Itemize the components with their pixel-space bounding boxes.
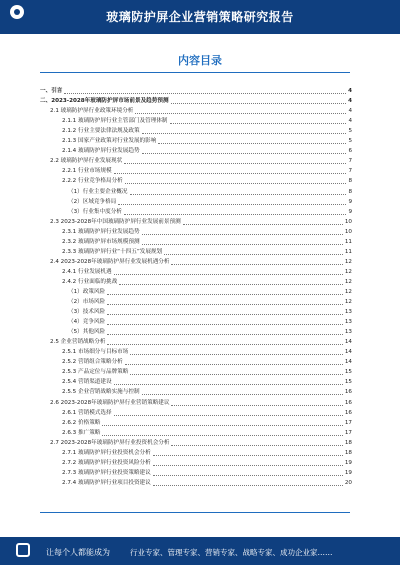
- toc-entry[interactable]: [40, 397, 352, 407]
- toc-leader-dots: [170, 123, 347, 124]
- toc-entry-page: 6: [348, 148, 352, 155]
- toc-entry-label: 2.3.1 玻璃防护屏行业发展趋势: [62, 228, 140, 235]
- toc-entry-page: 12: [344, 268, 352, 275]
- toc-leader-dots: [107, 294, 343, 295]
- toc-entry-page: 13: [344, 309, 352, 316]
- toc-entry[interactable]: [40, 217, 352, 227]
- toc-leader-dots: [142, 153, 347, 154]
- toc-leader-dots: [142, 234, 343, 235]
- toc-entry[interactable]: [40, 347, 352, 357]
- toc-entry[interactable]: [40, 357, 352, 367]
- toc-entry-page: 4: [348, 88, 352, 95]
- toc-entry-page: 4: [348, 118, 352, 125]
- toc-leader-dots: [142, 394, 343, 395]
- toc-leader-dots: [142, 133, 347, 134]
- toc-entry-page: 16: [344, 399, 352, 406]
- toc-entry-page: 11: [344, 238, 352, 245]
- toc-entry-label: 2.2.2 行业竞争格局分析: [62, 178, 123, 185]
- toc-entry[interactable]: [40, 408, 352, 418]
- toc-top-divider: [40, 72, 350, 73]
- toc-leader-dots: [153, 465, 343, 466]
- toc-leader-dots: [124, 214, 347, 215]
- toc-leader-dots: [135, 113, 346, 114]
- toc-entry-label: 2.5.2 营销组合策略分析: [62, 359, 123, 366]
- toc-entry[interactable]: [40, 197, 352, 207]
- toc-leader-dots: [183, 224, 343, 225]
- toc-entry-page: 14: [344, 359, 352, 366]
- toc-entry-page: 19: [344, 469, 352, 476]
- toc-entry-page: 8: [348, 188, 352, 195]
- toc-entry[interactable]: [40, 176, 352, 186]
- toc-entry[interactable]: [40, 448, 352, 458]
- toc-entry-page: 10: [344, 218, 352, 225]
- toc-entry-label: 2.1 玻璃防护屏行业政策环境分析: [50, 108, 134, 115]
- toc-entry-label: （1）行业主要企业概况: [68, 188, 128, 195]
- footer-tagline: 行业专家、管理专家、营销专家、战略专家、成功企业家……: [130, 548, 333, 557]
- toc-entry-label: （5）其他风险: [68, 329, 106, 336]
- toc-entry-label: 2.6.2 价格策略: [62, 419, 101, 426]
- toc-entry-page: 4: [348, 108, 352, 115]
- toc-entry-label: 2.4.1 行业发展机遇: [62, 268, 112, 275]
- toc-leader-dots: [125, 364, 343, 365]
- toc-entry[interactable]: [40, 297, 352, 307]
- toc-leader-dots: [130, 194, 347, 195]
- toc-leader-dots: [153, 485, 343, 486]
- toc-leader-dots: [107, 334, 343, 335]
- toc-entry[interactable]: [40, 186, 352, 196]
- toc-entry-page: 17: [344, 429, 352, 436]
- toc-entry-page: 18: [344, 439, 352, 446]
- toc-entry[interactable]: [40, 428, 352, 438]
- toc-bottom-divider: [40, 512, 350, 513]
- toc-leader-dots: [118, 204, 346, 205]
- toc-entry-label: 一、引言: [40, 88, 63, 95]
- footer-slogan: 让每个人都能成为: [46, 548, 110, 557]
- footer-logo-icon: [16, 543, 30, 557]
- toc-entry[interactable]: [40, 156, 352, 166]
- toc-entry[interactable]: [40, 377, 352, 387]
- toc-entry[interactable]: [40, 116, 352, 126]
- toc-leader-dots: [171, 445, 342, 446]
- toc-leader-dots: [124, 163, 346, 164]
- table-of-contents: [40, 86, 352, 488]
- toc-leader-dots: [164, 254, 343, 255]
- toc-entry[interactable]: [40, 478, 352, 488]
- toc-entry-page: 11: [344, 248, 352, 255]
- toc-entry-page: 15: [344, 379, 352, 386]
- toc-entry-label: 2.5.4 营销渠道建设: [62, 379, 112, 386]
- toc-entry-page: 9: [348, 198, 352, 205]
- toc-entry-label: 2.7.1 玻璃防护屏行业投资机会分析: [62, 449, 151, 456]
- toc-entry-page: 15: [344, 369, 352, 376]
- toc-leader-dots: [153, 455, 343, 456]
- toc-leader-dots: [107, 304, 343, 305]
- toc-entry-page: 17: [344, 419, 352, 426]
- toc-entry-label: 二、2023-2028年玻璃防护屏市场前景及趋势预测: [40, 98, 169, 105]
- toc-entry-page: 20: [344, 479, 352, 486]
- toc-entry-label: （2）市场风险: [68, 299, 106, 306]
- toc-leader-dots: [119, 284, 343, 285]
- toc-entry-page: 12: [344, 278, 352, 285]
- toc-entry-label: 2.6.1 营销模式选择: [62, 409, 112, 416]
- toc-entry-label: 2.6 2023-2028年玻璃防护屏行业营销策略建议: [50, 399, 170, 406]
- toc-leader-dots: [171, 103, 347, 104]
- toc-entry[interactable]: [40, 207, 352, 217]
- toc-entry[interactable]: [40, 267, 352, 277]
- toc-leader-dots: [107, 314, 343, 315]
- toc-entry-page: 9: [348, 208, 352, 215]
- toc-entry-label: 2.7.3 玻璃防护屏行业投资策略建议: [62, 469, 151, 476]
- toc-leader-dots: [171, 405, 342, 406]
- page-header: [0, 0, 400, 34]
- toc-entry[interactable]: [40, 146, 352, 156]
- toc-entry-label: （3）行业集中度分析: [68, 208, 122, 215]
- toc-leader-dots: [114, 173, 347, 174]
- toc-entry[interactable]: [40, 337, 352, 347]
- toc-entry-page: 7: [348, 168, 352, 175]
- toc-entry-label: 2.4.2 行业面临的挑战: [62, 278, 118, 285]
- toc-leader-dots: [114, 415, 343, 416]
- toc-leader-dots: [107, 344, 342, 345]
- toc-entry-label: （1）政策风险: [68, 288, 106, 295]
- toc-entry[interactable]: [40, 317, 352, 327]
- toc-entry[interactable]: [40, 166, 352, 176]
- toc-entry[interactable]: [40, 257, 352, 267]
- toc-entry-label: 2.3 2023-2028年中国玻璃防护屏行业发展前景预测: [50, 218, 181, 225]
- toc-entry-page: 14: [344, 339, 352, 346]
- toc-entry-page: 5: [348, 138, 352, 145]
- toc-entry-page: 18: [344, 449, 352, 456]
- toc-entry-label: 2.5.1 市场细分与目标市场: [62, 349, 129, 356]
- toc-entry-page: 12: [344, 258, 352, 265]
- toc-entry-label: 2.1.2 行业主要法律法规及政策: [62, 128, 140, 135]
- toc-entry[interactable]: [40, 247, 352, 257]
- toc-entry[interactable]: [40, 126, 352, 136]
- toc-leader-dots: [114, 274, 343, 275]
- toc-leader-dots: [130, 354, 343, 355]
- toc-entry-label: 2.7.4 玻璃防护屏行业项目投资建议: [62, 479, 151, 486]
- toc-entry[interactable]: [40, 287, 352, 297]
- toc-leader-dots: [107, 324, 343, 325]
- toc-entry-label: 2.2 玻璃防护屏行业发展现状: [50, 158, 123, 165]
- toc-entry-label: 2.1.3 国家产业政策对行业发展的影响: [62, 138, 157, 145]
- toc-leader-dots: [102, 425, 342, 426]
- toc-entry-page: 4: [348, 98, 352, 105]
- page-footer: [0, 537, 400, 565]
- toc-entry-label: 2.5.5 企业营销战略实施与控制: [62, 389, 140, 396]
- toc-entry-label: （4）竞争风险: [68, 319, 106, 326]
- toc-entry-page: 16: [344, 409, 352, 416]
- toc-entry-label: 2.3.3 玻璃防护屏行业“十四五”发展规划: [62, 248, 163, 255]
- toc-entry-label: （2）区域竞争格局: [68, 198, 117, 205]
- toc-entry-page: 19: [344, 459, 352, 466]
- toc-entry-label: 2.7 2023-2028年玻璃防护屏行业投资机会分析: [50, 439, 170, 446]
- toc-entry-label: 2.5.3 产品定位与品牌策略: [62, 369, 129, 376]
- toc-entry-page: 8: [348, 178, 352, 185]
- toc-heading: 内容目录: [178, 54, 222, 67]
- toc-leader-dots: [158, 143, 346, 144]
- report-title: 玻璃防护屏企业营销策略研究报告: [106, 10, 294, 24]
- toc-entry-page: 12: [344, 299, 352, 306]
- toc-entry[interactable]: [40, 227, 352, 237]
- toc-entry-label: 2.2.1 行业市场规模: [62, 168, 112, 175]
- toc-entry-page: 12: [344, 288, 352, 295]
- toc-entry[interactable]: [40, 136, 352, 146]
- toc-entry-page: 5: [348, 128, 352, 135]
- toc-entry[interactable]: [40, 277, 352, 287]
- toc-leader-dots: [64, 93, 346, 94]
- toc-leader-dots: [130, 374, 343, 375]
- toc-entry[interactable]: [40, 307, 352, 317]
- toc-leader-dots: [114, 384, 343, 385]
- toc-entry-page: 13: [344, 329, 352, 336]
- toc-entry-label: （3）技术风险: [68, 309, 106, 316]
- toc-entry-page: 14: [344, 349, 352, 356]
- toc-entry-page: 16: [344, 389, 352, 396]
- toc-entry[interactable]: [40, 237, 352, 247]
- toc-entry-label: 2.4 2023-2028年玻璃防护屏行业发展机遇分析: [50, 258, 170, 265]
- toc-entry-page: 10: [344, 228, 352, 235]
- toc-entry-label: 2.5 企业营销战略分析: [50, 339, 106, 346]
- toc-entry-page: 7: [348, 158, 352, 165]
- toc-leader-dots: [142, 244, 343, 245]
- toc-entry[interactable]: [40, 106, 352, 116]
- toc-entry-page: 13: [344, 319, 352, 326]
- toc-entry[interactable]: [40, 418, 352, 428]
- toc-entry-label: 2.3.2 玻璃防护屏市场规模预测: [62, 238, 140, 245]
- toc-entry[interactable]: [40, 468, 352, 478]
- toc-leader-dots: [171, 264, 342, 265]
- toc-entry[interactable]: [40, 86, 352, 96]
- toc-entry[interactable]: [40, 96, 352, 106]
- toc-entry[interactable]: [40, 367, 352, 377]
- toc-entry[interactable]: [40, 458, 352, 468]
- toc-entry[interactable]: [40, 327, 352, 337]
- toc-entry[interactable]: [40, 438, 352, 448]
- toc-leader-dots: [102, 435, 342, 436]
- toc-entry[interactable]: [40, 387, 352, 397]
- toc-leader-dots: [125, 183, 347, 184]
- toc-entry-label: 2.7.2 玻璃防护屏行业投资风险分析: [62, 459, 151, 466]
- toc-entry-label: 2.6.3 推广策略: [62, 429, 101, 436]
- toc-entry-label: 2.1.4 玻璃防护屏行业发展趋势: [62, 148, 140, 155]
- toc-leader-dots: [153, 475, 343, 476]
- toc-entry-label: 2.1.1 玻璃防护屏行业主管部门及管理体制: [62, 118, 168, 125]
